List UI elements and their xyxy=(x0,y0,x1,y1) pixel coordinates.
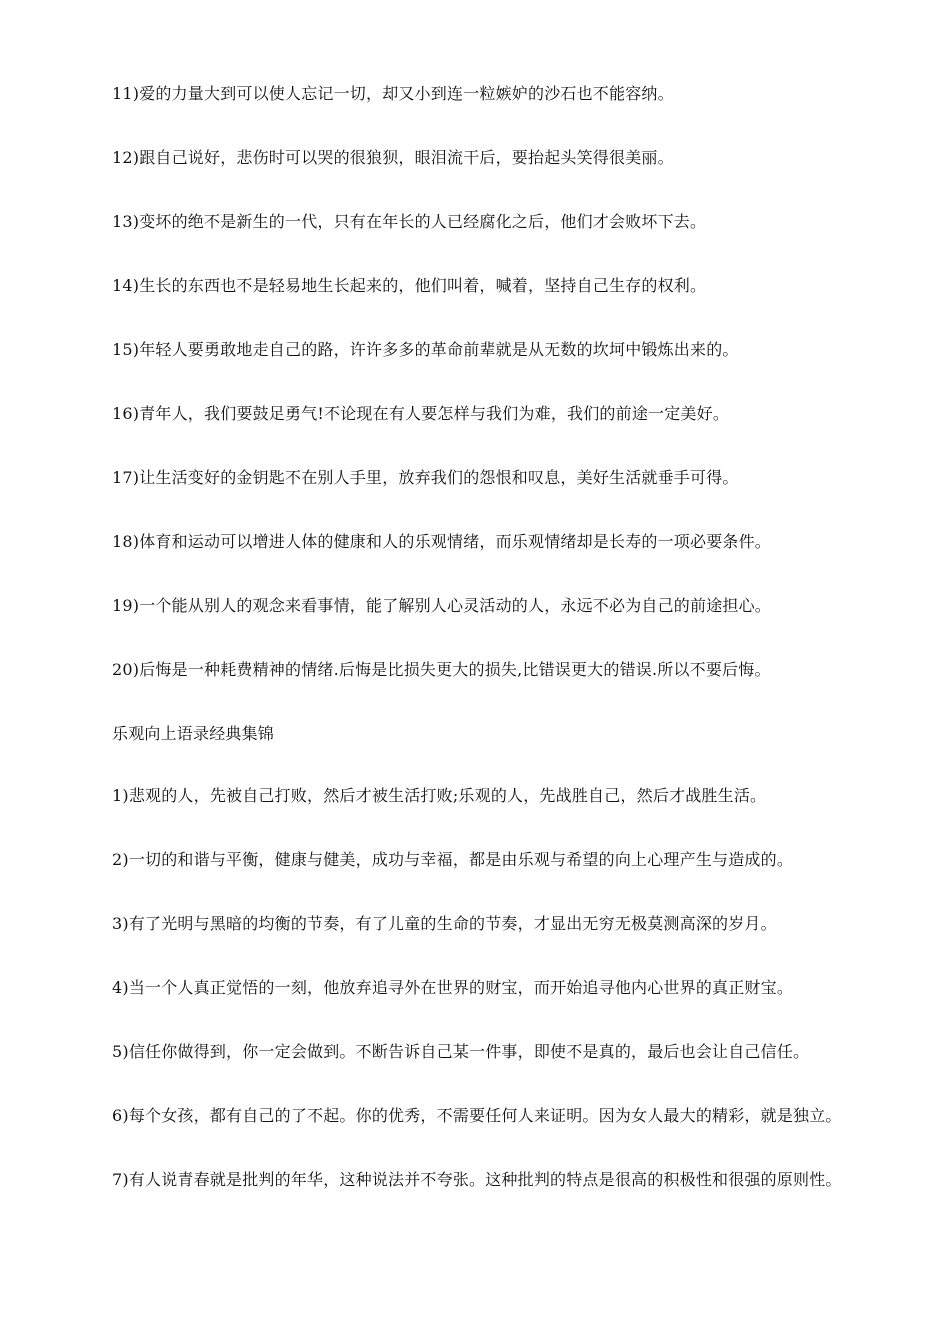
quote-paragraph: 16)青年人，我们要鼓足勇气!不论现在有人要怎样与我们为难，我们的前途一定美好。 xyxy=(112,404,730,423)
document-page xyxy=(80,78,870,1228)
quote-paragraph: 17)让生活变好的金钥匙不在别人手里，放弃我们的怨恨和叹息，美好生活就垂手可得。 xyxy=(112,468,739,487)
quote-paragraph: 14)生长的东西也不是轻易地生长起来的，他们叫着，喊着，坚持自己生存的权利。 xyxy=(112,276,707,295)
quote-paragraph: 1)悲观的人，先被自己打败，然后才被生活打败;乐观的人，先战胜自己，然后才战胜生活。 xyxy=(112,786,767,805)
quote-paragraph: 2)一切的和谐与平衡，健康与健美，成功与幸福，都是由乐观与希望的向上心理产生与造成的。 xyxy=(112,850,794,869)
quote-paragraph: 11)爱的力量大到可以使人忘记一切，却又小到连一粒嫉妒的沙石也不能容纳。 xyxy=(112,84,674,103)
quote-paragraph: 5)信任你做得到，你一定会做到。不断告诉自己某一件事，即使不是真的，最后也会让自己信任。 xyxy=(112,1042,810,1061)
quote-paragraph: 12)跟自己说好，悲伤时可以哭的很狼狈，眼泪流干后，要抬起头笑得很美丽。 xyxy=(112,148,674,167)
quote-paragraph: 4)当一个人真正觉悟的一刻，他放弃追寻外在世界的财宝，而开始追寻他内心世界的真正财宝。 xyxy=(112,978,794,997)
quote-paragraph: 18)体育和运动可以增进人体的健康和人的乐观情绪，而乐观情绪却是长寿的一项必要条件。 xyxy=(112,532,772,551)
quote-paragraph: 20)后悔是一种耗费精神的情绪.后悔是比损失更大的损失,比错误更大的错误.所以不要后悔。 xyxy=(112,660,771,679)
quote-paragraph: 7)有人说青春就是批判的年华，这种说法并不夸张。这种批判的特点是很高的积极性和很强的原则性。 xyxy=(112,1170,842,1189)
quote-paragraph: 15)年轻人要勇敢地走自己的路，许许多多的革命前辈就是从无数的坎坷中锻炼出来的。 xyxy=(112,340,739,359)
quote-paragraph: 13)变坏的绝不是新生的一代，只有在年长的人已经腐化之后，他们才会败坏下去。 xyxy=(112,212,707,231)
quote-paragraph: 6)每个女孩，都有自己的了不起。你的优秀，不需要任何人来证明。因为女人最大的精彩，就是独立。 xyxy=(112,1106,842,1125)
quote-paragraph: 19)一个能从别人的观念来看事情，能了解别人心灵活动的人，永远不必为自己的前途担心。 xyxy=(112,596,772,615)
section-title: 乐观向上语录经典集锦 xyxy=(112,724,275,743)
quote-paragraph: 3)有了光明与黑暗的均衡的节奏，有了儿童的生命的节奏，才显出无穷无极莫测高深的岁月。 xyxy=(112,914,777,933)
